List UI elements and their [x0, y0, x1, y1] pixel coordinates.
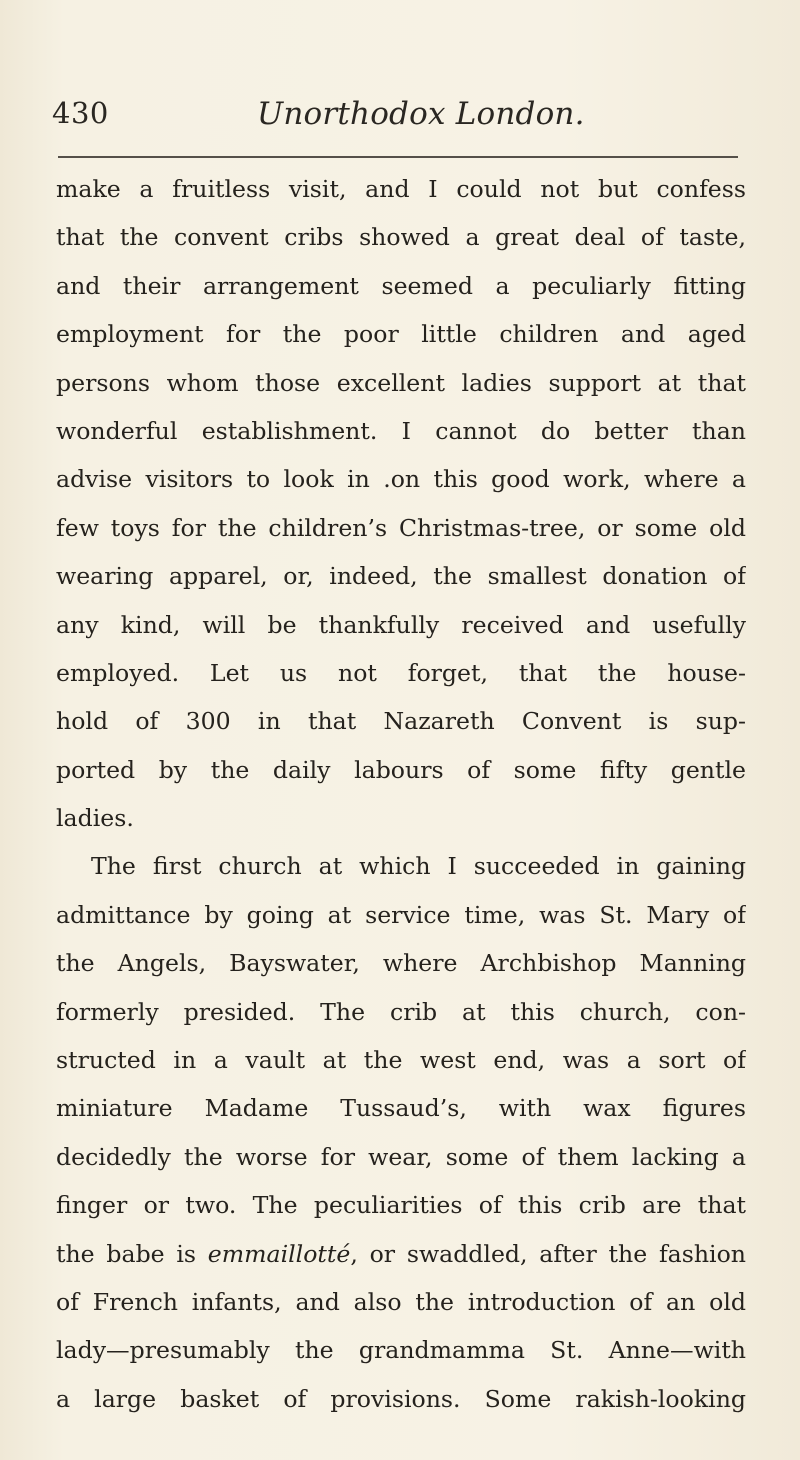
text-line-7: advise visitors to look in .on this good work, where a	[56, 465, 746, 494]
text-line-10: any kind, will be thankfully received and usefully	[56, 610, 746, 639]
text-line-22: finger or two. The peculiarities of this crib are that	[56, 1191, 746, 1220]
text-line-16: admittance by going at service time, was St. Mary of	[56, 900, 746, 929]
text-line-5: persons whom those excellent ladies support at that	[56, 368, 746, 397]
running-head	[52, 96, 742, 144]
body-text	[56, 165, 746, 1423]
text-line-23-end: , or swaddled, after the fashion	[350, 1239, 746, 1268]
text-line-23-start: the babe is	[56, 1239, 208, 1268]
text-line-17: the Angels, Bayswater, where Archbishop Manning	[56, 949, 746, 978]
text-line-13: ported by the daily labours of some fifty gentle	[56, 755, 746, 784]
text-line-8: few toys for the children’s Christmas-tree, or some old	[56, 513, 746, 542]
text-line-19: structed in a vault at the west end, was a sort of	[56, 1046, 746, 1075]
text-line-21: decidedly the worse for wear, some of them lacking a	[56, 1142, 746, 1171]
header-rule	[58, 156, 738, 158]
text-line-12: hold of 300 in that Nazareth Convent is sup-	[56, 707, 746, 736]
text-line-25: lady—presumably the grandmamma St. Anne—with	[56, 1336, 746, 1365]
text-line-6: wonderful establishment. I cannot do better than	[56, 416, 746, 445]
book-title: Unorthodox London.	[257, 96, 585, 132]
text-line-15: The first church at which I succeeded in gaining	[91, 852, 746, 881]
text-line-26: a large basket of provisions. Some rakish-looking	[56, 1384, 746, 1413]
text-line-9: wearing apparel, or, indeed, the smallest donation of	[56, 562, 746, 591]
text-line-14: ladies.	[56, 804, 134, 833]
text-line-2: that the convent cribs showed a great deal of taste,	[56, 223, 746, 252]
text-line-3: and their arrangement seemed a peculiarly fitting	[56, 271, 746, 300]
text-line-18: formerly presided. The crib at this church, con-	[56, 997, 746, 1026]
text-line-11: employed. Let us not forget, that the house-	[56, 658, 746, 687]
text-line-1: make a fruitless visit, and I could not but confess	[56, 175, 746, 203]
italic-word-emmaillotte: emmaillotté	[207, 1239, 351, 1268]
page-number: 430	[52, 96, 109, 130]
text-line-24: of French infants, and also the introduction of an old	[56, 1287, 746, 1316]
text-line-4: employment for the poor little children and aged	[56, 320, 746, 349]
text-line-23	[56, 1230, 746, 1278]
text-line-20: miniature Madame Tussaud’s, with wax figures	[56, 1094, 746, 1123]
